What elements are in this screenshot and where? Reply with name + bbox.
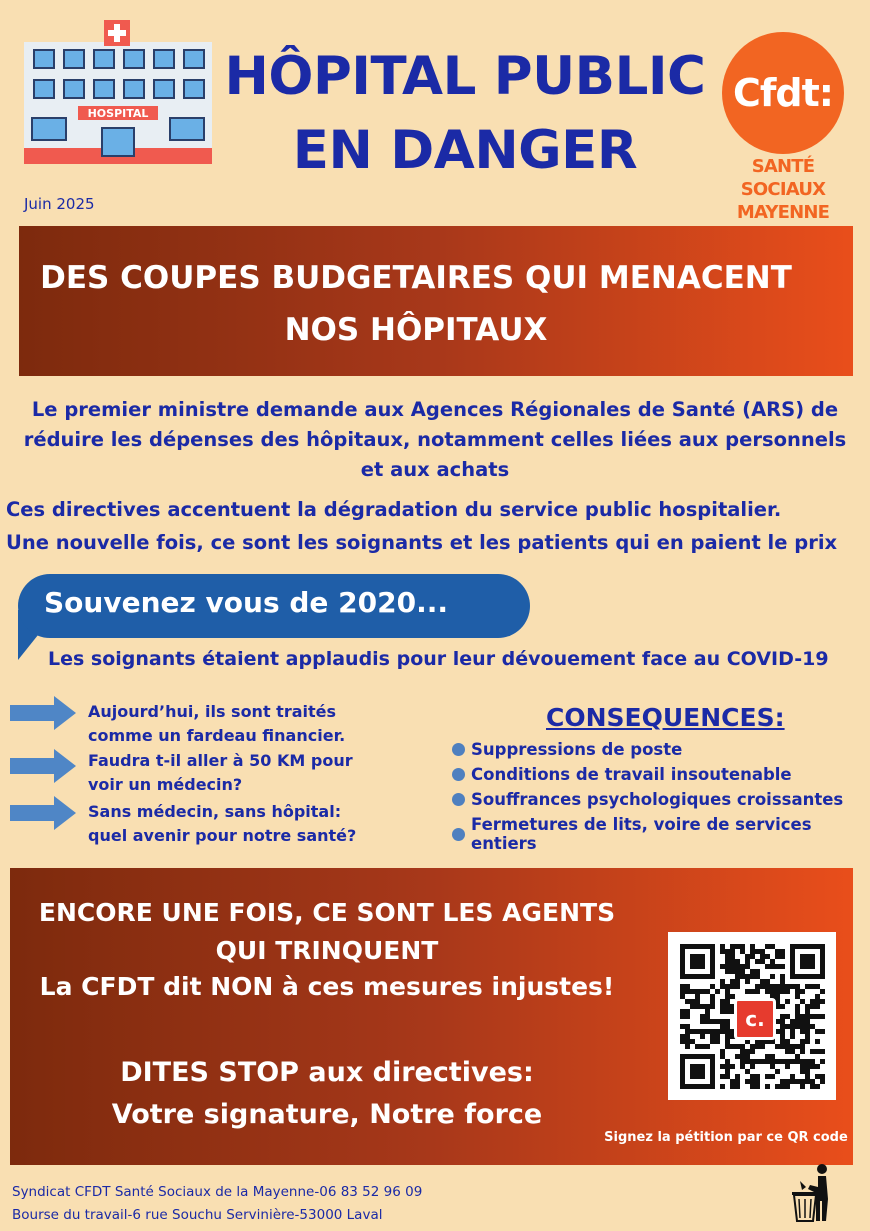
- qr-caption: Signez la pétition par ce QR code: [604, 1130, 848, 1145]
- question-3-line-1: Sans médecin, sans hôpital:: [88, 802, 342, 821]
- consequence-text: Conditions de travail insoutenable: [471, 765, 792, 784]
- consequence-item: [452, 765, 792, 784]
- title-line-2: EN DANGER: [292, 120, 638, 181]
- speech-bubble-text: Souvenez vous de 2020...: [44, 586, 449, 619]
- question-1-line-2: comme un fardeau financier.: [88, 726, 346, 745]
- bullet-icon: [452, 828, 465, 841]
- cta-line-2: QUI TRINQUENT: [215, 936, 439, 965]
- directives-line-1: Ces directives accentuent la dégradation du service public hospitalier.: [6, 498, 782, 521]
- page-title: [210, 40, 720, 188]
- question-2-line-1: Faudra t-il aller à 50 KM pour: [88, 751, 353, 770]
- title-line-1: HÔPITAL PUBLIC: [224, 46, 706, 107]
- cta-line-3: La CFDT dit NON à ces mesures injustes!: [39, 972, 615, 1001]
- date-label: Juin 2025: [24, 195, 95, 213]
- footer-line-2: Bourse du travail-6 rue Souchu Servinière-53000 Laval: [12, 1207, 383, 1223]
- consequences-title: CONSEQUENCES:: [546, 703, 785, 732]
- footer-address: [12, 1181, 422, 1227]
- intro-line-1: Le premier ministre demande aux Agences Régionales de Santé (ARS) de: [31, 398, 839, 421]
- hospital-building-icon: [24, 20, 212, 164]
- consequence-item: [452, 815, 870, 853]
- cfdt-logo-subtitle: [712, 155, 854, 224]
- question-item: [88, 749, 378, 797]
- intro-paragraph: [0, 395, 870, 485]
- hospital-sign-text: HOSPITAL: [87, 107, 149, 120]
- cta-petition: [20, 1052, 634, 1136]
- cta-line-4: DITES STOP aux directives:: [120, 1057, 534, 1088]
- intro-line-2: réduire les dépenses des hôpitaux, notamment celles liées aux personnels: [23, 428, 847, 451]
- directives-line-2: Une nouvelle fois, ce sont les soignants et les patients qui en paient le prix: [6, 531, 838, 554]
- bullet-icon: [452, 768, 465, 781]
- banner-line-2: NOS HÔPITAUX: [284, 312, 548, 348]
- trash-bin-person-icon: [786, 1163, 834, 1223]
- cta-line-5: Votre signature, Notre force: [111, 1099, 543, 1130]
- question-3-line-2: quel avenir pour notre santé?: [88, 826, 357, 845]
- intro-line-3: et aux achats: [360, 458, 510, 481]
- budget-cuts-banner: [19, 226, 853, 376]
- question-item: [88, 700, 378, 748]
- cta-line-1: ENCORE UNE FOIS, CE SONT LES AGENTS: [38, 898, 616, 927]
- consequence-text: Souffrances psychologiques croissantes: [471, 790, 844, 809]
- consequence-item: [452, 790, 843, 809]
- banner-heading: [19, 252, 853, 356]
- applause-text: Les soignants étaient applaudis pour leur dévouement face au COVID-19: [48, 648, 829, 670]
- footer-line-1: Syndicat CFDT Santé Sociaux de la Mayenne-06 83 52 96 09: [12, 1184, 423, 1200]
- consequence-text: Suppressions de poste: [471, 740, 683, 759]
- question-item: [88, 800, 378, 848]
- cfdt-logo: Cfdt:: [722, 32, 844, 154]
- arrow-right-icon: [10, 749, 76, 783]
- arrow-right-icon: [10, 796, 76, 830]
- cta-heading: [20, 894, 634, 970]
- petition-qr-code[interactable]: [668, 932, 836, 1100]
- logo-sub-line-2: MAYENNE: [736, 202, 830, 223]
- bullet-icon: [452, 743, 465, 756]
- directives-paragraph: [6, 493, 868, 559]
- consequence-text: Fermetures de lits, voire de services entiers: [471, 815, 812, 853]
- bullet-icon: [452, 793, 465, 806]
- question-1-line-1: Aujourd’hui, ils sont traités: [88, 702, 337, 721]
- consequence-item: [452, 740, 682, 759]
- cfdt-qr-logo: c.: [734, 998, 776, 1040]
- logo-sub-line-1: SANTÉ SOCIAUX: [740, 156, 826, 200]
- question-2-line-2: voir un médecin?: [88, 775, 243, 794]
- arrow-right-icon: [10, 696, 76, 730]
- banner-line-1: DES COUPES BUDGETAIRES QUI MENACENT: [40, 260, 792, 296]
